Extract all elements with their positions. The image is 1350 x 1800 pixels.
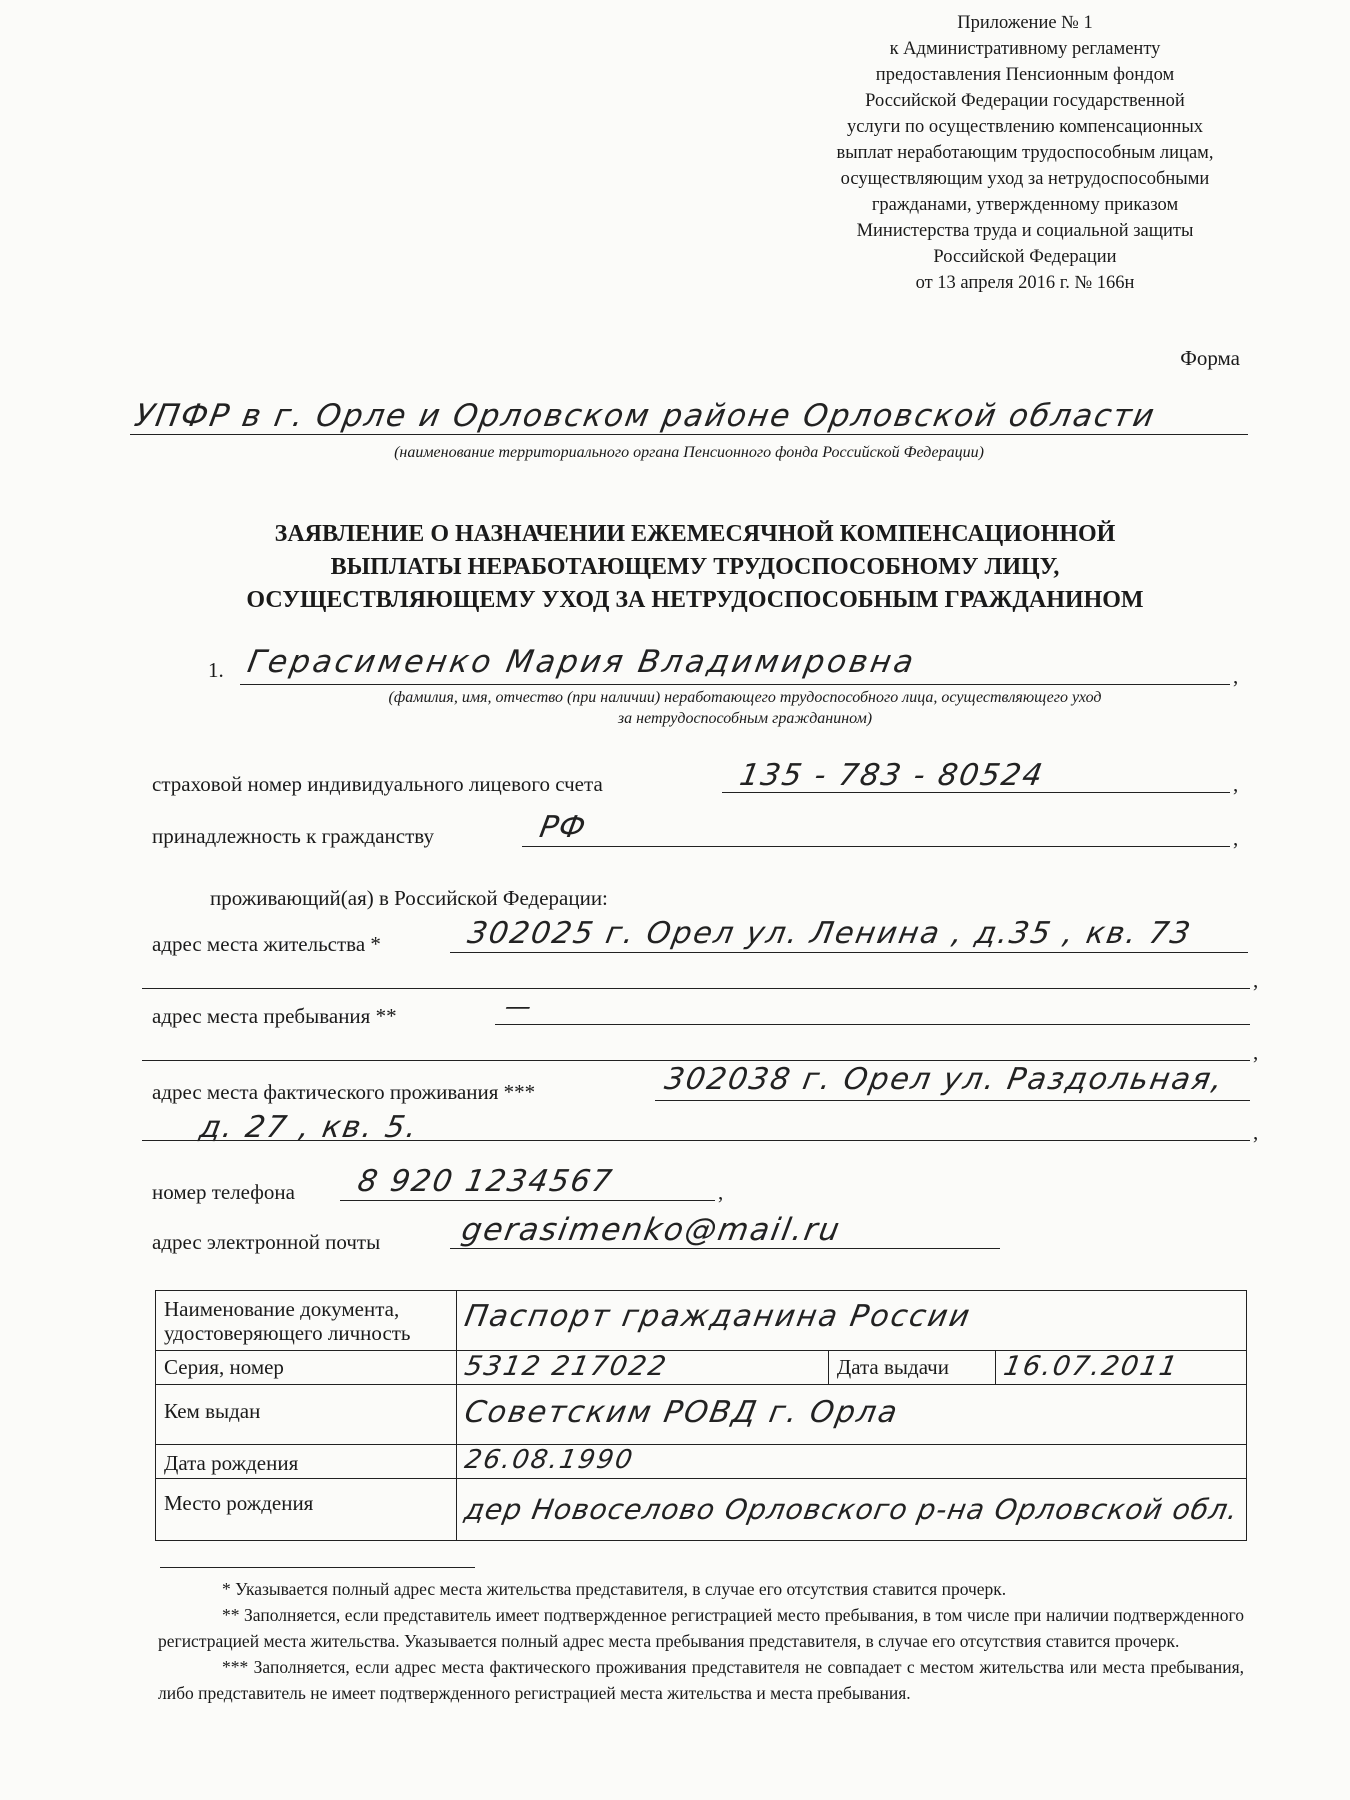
footnote-3: *** Заполняется, если адрес места фактического проживания представителя не совпадает с местом жительства или места пребывания, либо представитель не имеет подтвержденного регистрацией места жительства и места пребывания. <box>158 1657 1244 1703</box>
applicant-name-value[interactable]: Герасименко Мария Владимировна <box>244 644 920 680</box>
comma: , <box>1253 1120 1259 1144</box>
citizenship-underline <box>522 846 1230 847</box>
phone-value[interactable]: 8 920 1234567 <box>354 1164 617 1199</box>
authority-caption: (наименование территориального органа Пенсионного фонда Российской Федерации) <box>394 444 984 461</box>
identity-document-table <box>155 1290 1247 1541</box>
citizenship-label: принадлежность к гражданству <box>152 824 434 848</box>
applicant-caption-line: за нетрудоспособным гражданином) <box>617 710 873 727</box>
footnotes <box>158 1576 1244 1706</box>
authority-underline <box>130 434 1248 435</box>
appendix-header <box>760 10 1290 296</box>
email-value[interactable]: gerasimenko@mail.ru <box>458 1212 844 1248</box>
residence-underline-2 <box>142 988 1250 989</box>
comma: , <box>718 1180 724 1204</box>
doc-name-label-text: Наименование документа, удостоверяющего личность <box>164 1297 411 1345</box>
citizenship-value[interactable]: РФ <box>536 810 590 845</box>
phone-underline <box>340 1200 715 1201</box>
appendix-line: гражданами, утвержденному приказом <box>871 195 1179 215</box>
table-row <box>156 1479 1247 1541</box>
residence-label: адрес места жительства * <box>152 932 381 956</box>
phone-label: номер телефона <box>152 1180 295 1204</box>
issued-by-value[interactable]: Советским РОВД г. Орла <box>461 1395 902 1430</box>
actual-residence-label: адрес места фактического проживания *** <box>152 1080 536 1104</box>
footnote-2: ** Заполняется, если представитель имеет подтвержденное регистрацией место пребывания, в том числе при наличии подтвержденного регистрацией места жительства. Указывается полный адрес места пребывания представителя, в случае его отсутствия ставится прочерк. <box>158 1605 1244 1651</box>
applicant-caption <box>250 687 1240 729</box>
title-line: ЗАЯВЛЕНИЕ О НАЗНАЧЕНИИ ЕЖЕМЕСЯЧНОЙ КОМПЕНСАЦИОННОЙ <box>274 521 1116 547</box>
appendix-line: Российской Федерации государственной <box>865 91 1185 111</box>
email-label: адрес электронной почты <box>152 1230 381 1254</box>
snils-label: страховой номер индивидуального лицевого счета <box>152 772 603 796</box>
birth-date-label: Дата рождения <box>156 1445 457 1479</box>
birth-place-label: Место рождения <box>156 1479 457 1541</box>
residence-underline <box>450 952 1248 953</box>
table-row <box>156 1291 1247 1351</box>
appendix-line: выплат неработающим трудоспособным лицам, <box>836 143 1214 163</box>
issue-date-label: Дата выдачи <box>828 1351 995 1385</box>
appendix-line: Приложение № 1 <box>957 13 1093 33</box>
issue-date-value[interactable]: 16.07.2011 <box>1001 1351 1182 1382</box>
actual-residence-underline <box>655 1100 1250 1101</box>
appendix-line: услуги по осуществлению компенсационных <box>847 117 1203 137</box>
applicant-name-underline <box>240 684 1230 685</box>
applicant-caption-line: (фамилия, имя, отчество (при наличии) неработающего трудоспособного лица, осуществляющего уход <box>388 689 1102 706</box>
forma-label: Форма <box>1180 346 1240 370</box>
table-row <box>156 1385 1247 1445</box>
comma: , <box>1253 968 1259 992</box>
appendix-line: Российской Федерации <box>933 247 1117 267</box>
footnote-1: * Указывается полный адрес места жительства представителя, в случае его отсутствия ставится прочерк. <box>222 1579 1007 1599</box>
comma: , <box>1233 826 1239 850</box>
appendix-line: к Административному регламенту <box>889 39 1161 59</box>
appendix-line: от 13 апреля 2016 г. № 166н <box>915 273 1135 293</box>
email-underline <box>450 1248 1000 1249</box>
footnote-divider <box>160 1567 475 1568</box>
title-line: ОСУЩЕСТВЛЯЮЩЕМУ УХОД ЗА НЕТРУДОСПОСОБНЫМ ГРАЖДАНИНОМ <box>246 587 1144 613</box>
doc-name-label <box>156 1291 457 1351</box>
table-row <box>156 1351 1247 1385</box>
issued-by-cell <box>456 1385 1246 1445</box>
doc-name-cell <box>456 1291 1246 1351</box>
table-row <box>156 1445 1247 1479</box>
stay-label: адрес места пребывания ** <box>152 1004 397 1028</box>
title-line: ВЫПЛАТЫ НЕРАБОТАЮЩЕМУ ТРУДОСПОСОБНОМУ ЛИЦУ, <box>330 554 1060 580</box>
actual-residence-value-line2[interactable]: д. 27 , кв. 5. <box>196 1110 422 1145</box>
residing-label: проживающий(ая) в Российской Федерации: <box>210 886 608 910</box>
snils-underline <box>722 792 1230 793</box>
actual-residence-value-line1[interactable]: 302038 г. Орел ул. Раздольная, <box>661 1062 1227 1097</box>
stay-value[interactable]: — <box>502 992 535 1022</box>
snils-value[interactable]: 135 - 783 - 80524 <box>736 758 1047 793</box>
stay-underline <box>495 1024 1250 1025</box>
birth-place-value[interactable]: дер Новоселово Орловского р-на Орловской обл. <box>461 1493 1241 1526</box>
series-value[interactable]: 5312 217022 <box>462 1351 670 1382</box>
authority-value[interactable]: УПФР в г. Орле и Орловском районе Орловской области <box>131 398 1159 434</box>
birth-date-cell <box>456 1445 1246 1479</box>
series-cell <box>456 1351 828 1385</box>
comma: , <box>1253 1040 1259 1064</box>
actual-residence-underline-2 <box>142 1140 1250 1141</box>
form-title <box>150 518 1240 617</box>
appendix-line: предоставления Пенсионным фондом <box>875 65 1175 85</box>
series-label: Серия, номер <box>156 1351 457 1385</box>
appendix-line: Министерства труда и социальной защиты <box>856 221 1194 241</box>
issued-by-label: Кем выдан <box>156 1385 457 1445</box>
birth-place-cell <box>456 1479 1246 1541</box>
birth-date-value[interactable]: 26.08.1990 <box>462 1445 637 1475</box>
stay-underline-2 <box>142 1060 1250 1061</box>
issue-date-cell <box>995 1351 1246 1385</box>
applicant-number: 1. <box>208 658 224 682</box>
comma: , <box>1233 772 1239 796</box>
comma: , <box>1233 664 1239 688</box>
appendix-line: осуществляющим уход за нетрудоспособными <box>840 169 1210 189</box>
residence-value[interactable]: 302025 г. Орел ул. Ленина , д.35 , кв. 73 <box>464 916 1195 951</box>
doc-name-value[interactable]: Паспорт гражданина России <box>461 1299 974 1334</box>
